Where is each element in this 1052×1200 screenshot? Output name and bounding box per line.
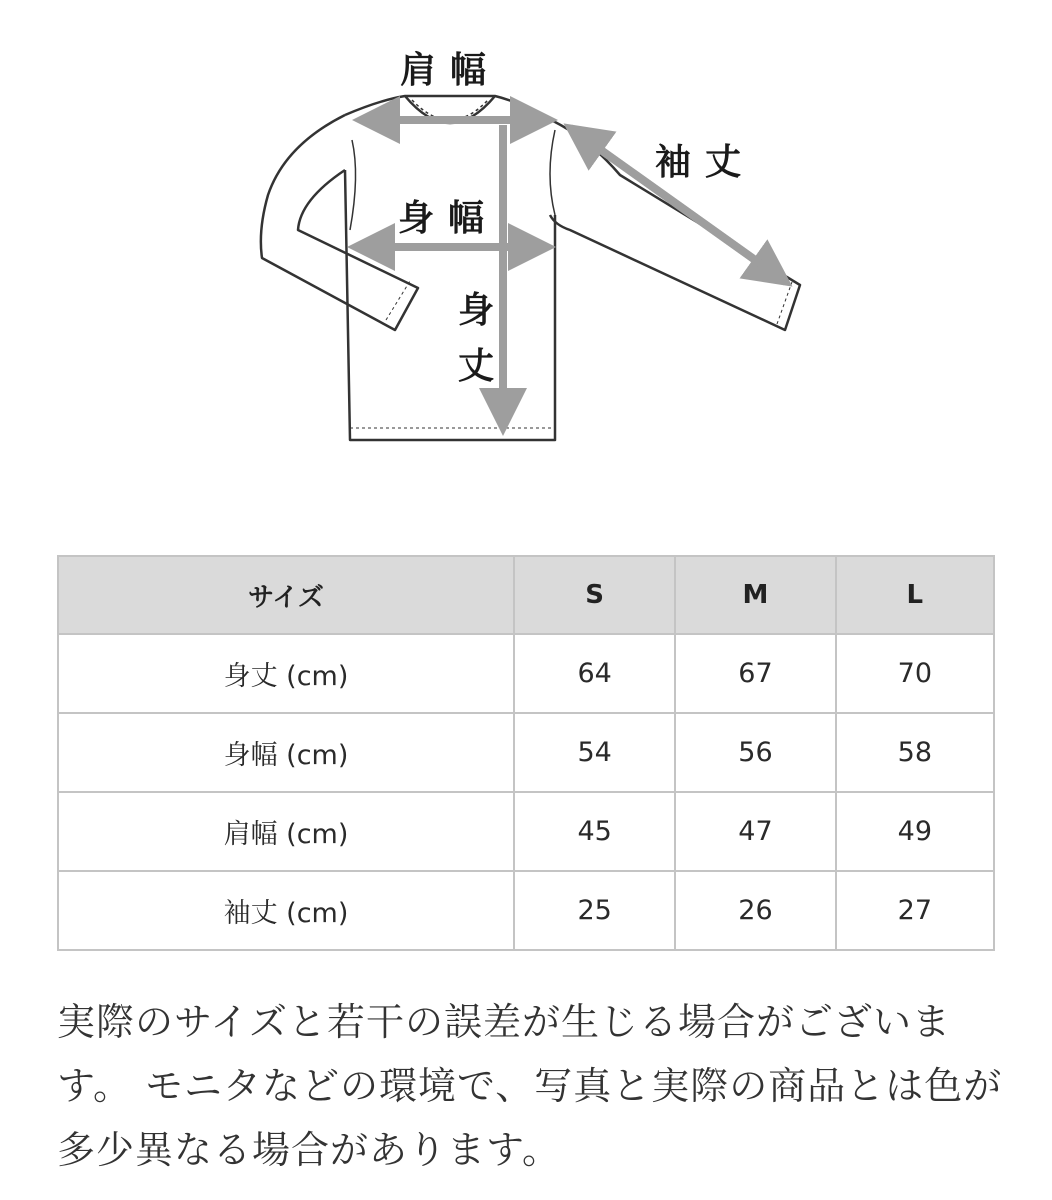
cell-value: 47 — [675, 792, 835, 871]
tshirt-size-diagram — [0, 0, 1052, 480]
cell-value: 26 — [675, 871, 835, 950]
label-body-length-1: 身 — [458, 290, 495, 331]
left-cuff — [395, 288, 418, 330]
cell-value: 70 — [836, 634, 994, 713]
label-body-length-2: 丈 — [458, 346, 495, 387]
cell-value: 45 — [514, 792, 675, 871]
left-armhole — [350, 140, 356, 230]
header-s: S — [514, 556, 675, 634]
cell-value: 64 — [514, 634, 675, 713]
cell-value: 27 — [836, 871, 994, 950]
cell-value: 54 — [514, 713, 675, 792]
row-label: 身丈 (cm) — [58, 634, 514, 713]
label-sleeve-length: 袖丈 — [655, 142, 756, 183]
row-label: 袖丈 (cm) — [58, 871, 514, 950]
header-m: M — [675, 556, 835, 634]
cell-value: 25 — [514, 871, 675, 950]
right-cuff — [785, 285, 800, 330]
left-cuff-stitch — [386, 281, 410, 320]
table-row — [58, 713, 994, 792]
table-row — [58, 634, 994, 713]
left-sleeve — [261, 115, 418, 330]
disclaimer-note: 実際のサイズと若干の誤差が生じる場合がございます。 モニタなどの環境で、写真と実際の商品とは色が多少異なる場合があります。 — [57, 1000, 1003, 1172]
label-body-width: 身幅 — [398, 198, 499, 239]
table-header-row — [58, 556, 994, 634]
cell-value: 49 — [836, 792, 994, 871]
row-label: 身幅 (cm) — [58, 713, 514, 792]
label-shoulder-width: 肩幅 — [400, 50, 501, 91]
table-row — [58, 792, 994, 871]
cell-value: 58 — [836, 713, 994, 792]
cell-value: 56 — [675, 713, 835, 792]
tshirt-diagram-svg — [0, 0, 1052, 480]
header-size: サイズ — [58, 556, 514, 634]
size-table — [57, 555, 995, 951]
cell-value: 67 — [675, 634, 835, 713]
table-row — [58, 871, 994, 950]
header-l: L — [836, 556, 994, 634]
right-armhole — [550, 130, 555, 215]
row-label: 肩幅 (cm) — [58, 792, 514, 871]
